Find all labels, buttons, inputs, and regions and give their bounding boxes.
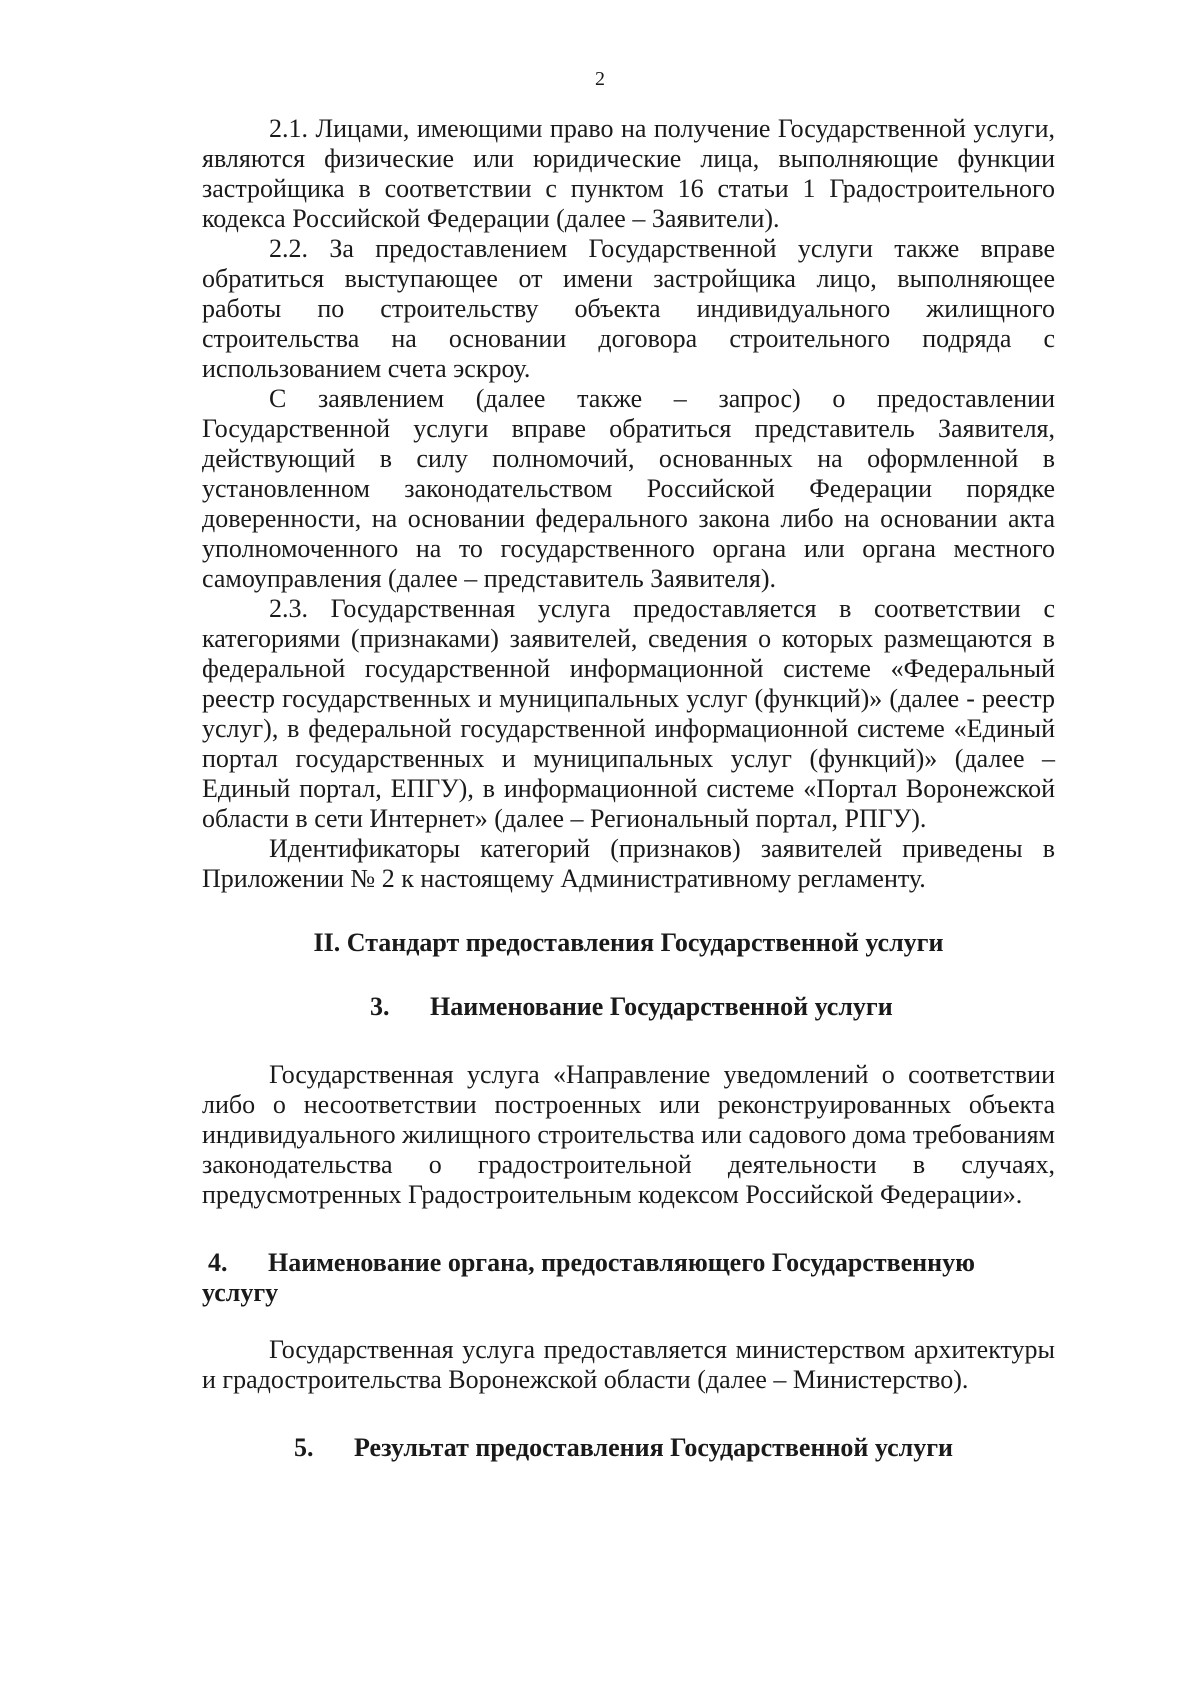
section-3-number: 3. [370,992,390,1021]
section-4-heading [202,1248,1055,1308]
document-body [202,114,1055,1463]
section-3-heading [202,992,1055,1022]
paragraph-representative: С заявлением (далее также – запрос) о предоставлении Государственной услуги вправе обратиться представитель Заявителя, действующий в силу полномочий, основанных на оформленной в установленном законодательством Российской Федерации порядке доверенности, на основании федерального закона либо на основании акта уполномоченного на то государственного органа или органа местного самоуправления (далее – представитель Заявителя). [202,384,1055,593]
paragraph-2-3: 2.3. Государственная услуга предоставляется в соответствии с категориями (признаками) заявителей, сведения о которых размещаются в федеральной государственной информационной системе «Федеральный реестр государственных и муниципальных услуг (функций)» (далее - реестр услуг), в федеральной государственной информационной системе «Единый портал государственных и муниципальных услуг (функций)» (далее – Единый портал, ЕПГУ), в информационной системе «Портал Воронежской области в сети Интернет» (далее – Региональный портал, РПГУ). [202,594,1055,833]
section-3-body: Государственная услуга «Направление уведомлений о соответствии либо о несоответствии построенных или реконструированных объекта индивидуального жилищного строительства или садового дома требованиям законодательства о градостроительной деятельности в случаях, предусмотренных Градостроительным кодексом Российской Федерации». [202,1060,1055,1209]
section-5-number: 5. [294,1433,314,1462]
section-3-title: Наименование Государственной услуги [430,992,893,1021]
section-4-number: 4. [208,1248,228,1277]
section-4-title: Наименование органа, предоставляющего Государственную услугу [202,1248,976,1307]
page-number: 2 [595,68,605,90]
section-4-body: Государственная услуга предоставляется министерством архитектуры и градостроительства Воронежской области (далее – Министерство). [202,1335,1055,1394]
paragraph-2-1: 2.1. Лицами, имеющими право на получение Государственной услуги, являются физические или юридические лица, выполняющие функции застройщика в соответствии с пунктом 16 статьи 1 Градостроительного кодекса Российской Федерации (далее – Заявители). [202,114,1055,233]
paragraph-identifiers: Идентификаторы категорий (признаков) заявителей приведены в Приложении № 2 к настоящему Административному регламенту. [202,834,1055,893]
section-2-heading: II. Стандарт предоставления Государственной услуги [313,928,944,957]
section-5-heading [202,1433,1055,1463]
paragraph-2-2: 2.2. За предоставлением Государственной услуги также вправе обратиться выступающее от имени застройщика лицо, выполняющее работы по строительству объекта индивидуального жилищного строительства на основании договора строительного подряда с использованием счета эскроу. [202,234,1055,383]
section-5-title: Результат предоставления Государственной услуги [354,1433,954,1462]
